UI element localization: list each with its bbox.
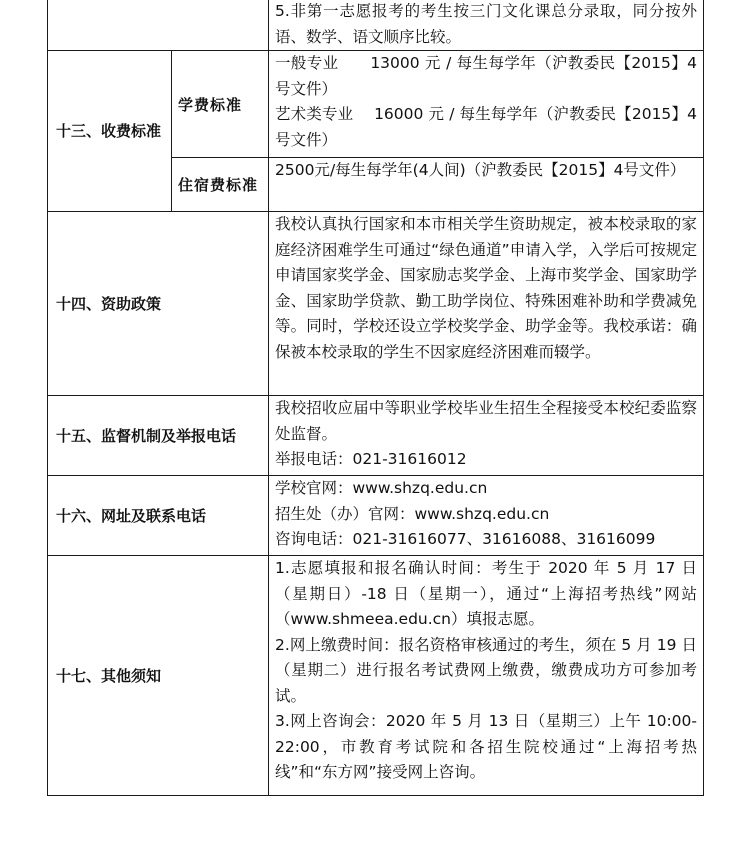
table-row [48, 51, 704, 158]
policy-table [47, 0, 704, 796]
section-aid: 十四、资助政策 [48, 212, 269, 396]
tuition-art: 艺术类专业 16000 元 / 每生每学年（沪教委民【2015】4 号文件） [275, 105, 697, 149]
admissions-website: 招生处（办）官网：www.shzq.edu.cn [275, 504, 550, 523]
content-cell [269, 396, 704, 476]
table-row [48, 476, 704, 556]
section-cell-empty [48, 0, 269, 51]
content-cell [269, 212, 704, 396]
section-contact: 十六、网址及联系电话 [48, 476, 269, 556]
section-fees: 十三、收费标准 [48, 51, 172, 212]
content-cell [269, 0, 704, 51]
content-cell [269, 158, 704, 212]
note-item-3: 3.网上咨询会：2020 年 5 月 13 日（星期三）上午 10:00-22:00，市教育考试院和各招生院校通过“上海招考热线”和“东方网”接受网上咨询。 [275, 712, 697, 781]
content-cell [269, 476, 704, 556]
content-cell [269, 556, 704, 796]
table-row [48, 556, 704, 796]
lodging-label: 住宿费标准 [172, 158, 269, 212]
inquiry-phone: 咨询电话：021-31616077、31616088、31616099 [275, 530, 656, 548]
table-row [48, 212, 704, 396]
content-cell [269, 51, 704, 158]
lodging-fee: 2500元/每生每学年(4人间)（沪教委民【2015】4号文件） [275, 161, 686, 179]
supervision-hotline: 举报电话：021-31616012 [275, 450, 467, 468]
table-row [48, 396, 704, 476]
tuition-general: 一般专业 13000 元 / 每生每学年（沪教委民【2015】4 号文件） [275, 54, 697, 98]
table-row [48, 0, 704, 51]
admission-rule-5: 5.非第一志愿报考的考生按三门文化课总分录取，同分按外语、数学、语文顺序比较。 [275, 2, 697, 46]
section-supervision: 十五、监督机制及举报电话 [48, 396, 269, 476]
note-item-1: 1.志愿填报和报名确认时间：考生于 2020 年 5 月 17 日（星期日）-18 日（星期一），通过“上海招考热线”网站（www.shmeea.edu.cn）填报志愿。 [275, 559, 697, 628]
note-item-2: 2.网上缴费时间：报名资格审核通过的考生，须在 5 月 19 日（星期二）进行报名考试费网上缴费，缴费成功方可参加考试。 [275, 635, 697, 705]
school-website: 学校官网：www.shzq.edu.cn [275, 479, 488, 497]
aid-policy-text: 我校认真执行国家和本市相关学生资助规定，被本校录取的家庭经济困难学生可通过“绿色通道”申请入学，入学后可按规定申请国家奖学金、国家励志奖学金、上海市奖学金、国家助学金、国家助学贷款、勤工助学岗位、特殊困难补助和学费减免等。同时，学校还设立学校奖学金、助学金等。我校承诺：确保被本校录取的学生不因家庭经济困难而辍学。 [275, 215, 697, 361]
section-notes: 十七、其他须知 [48, 556, 269, 796]
tuition-label: 学费标准 [172, 51, 269, 158]
supervision-text: 我校招收应届中等职业学校毕业生招生全程接受本校纪委监察处监督。 [275, 399, 697, 443]
